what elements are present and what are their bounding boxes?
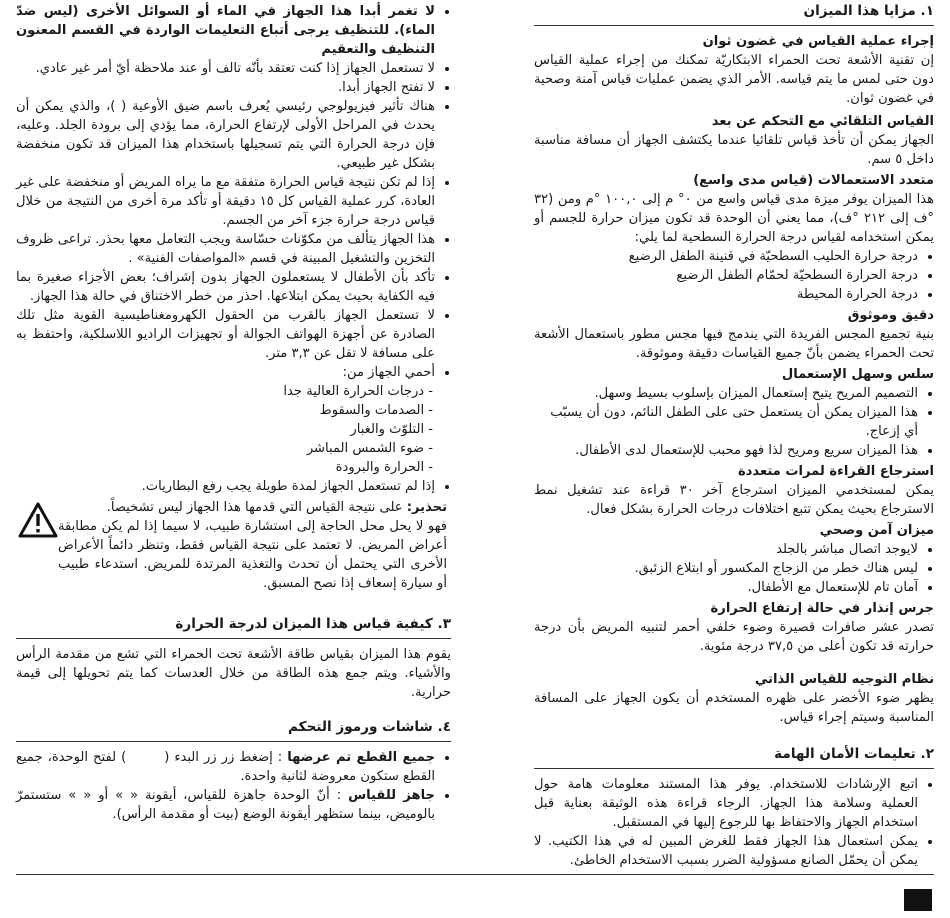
list-item: • آمان تام للإستعمال مع الأطفال.: [534, 578, 918, 597]
warning-line-2: فهو لا يحل محل الحاجة إلى استشارة طبيب، لا سيما إذا لم يكن مطابقة أعراض المريض. لا تعتمد على نتيجة القياس فقط، وتنظر دائماً الأعراض الأخرى التي يحتمل أن تحدث والتغذية المرتدة للمريض. استدعاء طبيب أو سيارة إسعاف إذا نصح المسبق.: [58, 519, 447, 591]
list-item: • لايوجد اتصال مباشر بالجلد: [534, 540, 918, 559]
left-column: [16, 2, 451, 824]
heading-auto: القياس التلقائي مع التحكم عن بعد: [711, 114, 934, 129]
warning-label: تحذير:: [406, 500, 447, 515]
heading-precise: دقيق وموثوق: [847, 308, 934, 323]
list-item: - ضوء الشمس المباشر: [16, 439, 433, 458]
list-item: • لا تفتح الجهاز أبدا.: [16, 78, 435, 97]
battery-list: [16, 477, 451, 496]
section-4-title: ٤. شاشات ورموز التحكم: [16, 718, 451, 742]
list-item: - درجات الحرارة العالية جدا: [16, 382, 433, 401]
display-text-a: : إضغط زر زر البدء (: [164, 750, 283, 765]
list-item: • التصميم المريح يتيح إستعمال الميزان بإسلوب بسيط وسهل.: [534, 384, 918, 403]
list-item: • درجة الحرارة السطحيّة لحمّام الطفل الرضيع: [534, 266, 918, 285]
heading-safe: ميزان آمن وصحي: [819, 523, 934, 538]
list-item: • هناك تأثير فيزيولوجي رئيسي يُعرف باسم ضيق الأوعية ( )، والذي يمكن أن يحدث في المراحل الأولى لإرتفاع الحرارة، مما يؤدي إلى برودة الجلد. وعليه، فإن درجة الحرارة التي يتم تسجيلها باستخدام هذا الميزان قد تكون منخفضة بشكل غير طبيعي.: [16, 97, 435, 173]
display-list: [16, 748, 451, 824]
display-label-all-segments: جميع القطع تم عرضها: [287, 750, 436, 765]
list-item: • أحمي الجهاز من:: [16, 363, 435, 382]
list-item: • لا تستعمل الجهاز بالقرب من الحقول الكهرومغناطيسية القوية مثل تلك الصادرة عن أجهزة الهواتف الجوالة أو تجهيزات الراديو اللاسلكية، واحتفظ به على مسافة لا تقل عن ٣,٣ متر.: [16, 306, 435, 363]
list-item: • هذا الجهاز يتألف من مكوّنات حسّاسة ويجب التعامل معها بحذر. تراعى ظروف التخزين والتشغيل المبينة في قسم «المواصفات الفنية» .: [16, 230, 435, 268]
list-item: • درجة حرارة الحليب السطحيّة في قنينة الطفل الرضيع: [534, 247, 918, 266]
warning-line-1: على نتيجة القياس التي قدمها هذا الجهاز ليس تشخيصاً.: [106, 500, 403, 515]
warning-icon: [16, 498, 58, 544]
section-3-title: ٣. كيفية قياس هذا الميزان لدرجة الحرارة: [16, 615, 451, 639]
warning-block: [16, 498, 451, 593]
list-item: • لا تغمر أبدا هذا الجهاز في الماء أو السوائل الأخرى (ليس ضدّ الماء). للتنظيف يرجى أتباع التعليمات الواردة في القسم المعنون التنظيف والتعقيم: [16, 2, 435, 59]
list-item: • اتبع الإرشادات للاستخدام. يوفر هذا المستند معلومات هامة حول العملية وسلامة هذا الجهاز. الرجاء قراءة هذه الوثيقة بعناية قبل استخدام الجهاز والاحتفاظ بها للرجوع إليها في المستقبل.: [534, 775, 918, 832]
display-text-ready: : أنّ الوحدة جاهزة للقياس، أيقونة « » أو « » ستستمرّ بالوميض، بينما ستظهر أيقونة الوضع (بيت أو مقدمة الرأس).: [16, 788, 435, 822]
warning-text: [58, 498, 451, 593]
list-item: • إذا لم تكن نتيجة قياس الحرارة متفقة مع ما يراه المريض أو منخفضة على غير العادة، كرر عملية القياس كل ١٥ دقيقة أو تأكد مرة أخرى من النتيجة من خلال قياس درجة حرارة جزء آخر من الجسم.: [16, 173, 435, 230]
list-item: • درجة الحرارة المحيطة: [534, 285, 918, 304]
para-guide: يظهر ضوء الأخضر على ظهره المستخدم أن يكون الجهاز على المسافة المناسبة وسيتم إجراء قياس.: [534, 691, 934, 725]
list-item: - الصدمات والسقوط: [16, 401, 433, 420]
page-marker: [904, 889, 932, 911]
heading-easy: سلس وسهل الإستعمال: [781, 367, 934, 382]
list-item: • تأكد بأن الأطفال لا يستعملون الجهاز بدون إشراف؛ بعض الأجزاء صغيرة بما فيه الكفاية بحيث يمكن ابتلاعها. احذر من خطر الاختناق في حالة هذا الجهاز.: [16, 268, 435, 306]
heading-fast: إجراء عملية القياس في غضون ثوان: [702, 34, 934, 49]
right-column: [534, 2, 934, 870]
safe-list: [534, 540, 934, 597]
heading-recall: استرجاع القراءة لمرات متعددة: [737, 464, 934, 479]
section-1-title: ١. مزايا هذا الميزان: [534, 2, 934, 26]
section-2-title: ٢. تعليمات الأمان الهامة: [534, 745, 934, 769]
para-auto: الجهاز يمكن أن تأخذ قياس تلقائيا عندما يكتشف الجهاز أن مسافة مناسبة داخل ٥ سم.: [534, 133, 934, 167]
list-item: • لا تستعمل الجهاز إذا كنت تعتقد بأنّه تالف أو عند ملاحظة أيّ أمر غير عادي.: [16, 59, 435, 78]
multi-list: [534, 247, 934, 304]
display-text-b: ) لفتح الوحدة، جميع القطع ستكون معروضة لثانية واحدة.: [16, 750, 435, 784]
list-item: [16, 786, 435, 824]
list-item: • يمكن استعمال هذا الجهاز فقط للغرض المبين له في هذا الكتيب. لا يمكن أن يحمّل الصانع مسؤولية الضرر بسبب الاستخدام الخاطئ.: [534, 832, 918, 870]
list-item: • إذا لم تستعمل الجهاز لمدة طويلة يجب رفع البطاريات.: [16, 477, 435, 496]
para-how-it-works: يقوم هذا الميزان بقياس طاقة الأشعة تحت الحمراء التي تشع من مقدمة الرأس والأشياء. ويتم جمع هذه الطاقة من خلال العدسات كما يتم تحويلها إلى قيمة حرارية.: [16, 647, 451, 700]
para-fast: إن تقنية الأشعة تحت الحمراء الابتكاريّة تمكنك من إجراء عملية القياس دون حتى لمس ما يتم قياسه. الأمر الذي يضمن عمليات قياس آمنة وصحية في غضون ثوان.: [534, 53, 934, 106]
easy-list: [534, 384, 934, 460]
heading-multi: متعدد الاستعمالات (قياس مدى واسع): [693, 173, 934, 188]
para-multi: هذا الميزان يوفر ميزة مدى قياس واسع من ٠° م إلى ١٠٠,٠ °م ومن (٣٢ °ف إلى ٢١٢ °ف)، مما يعني أن الوحدة قد تكون ميزان حرارة للجسم أو يمكن استخدامه لقياس درجة الحرارة السطحية لما يلي:: [534, 192, 935, 245]
para-recall: يمكن لمستخدمي الميزان استرجاع آخر ٣٠ قراءة عند تشغيل نمط الاسترجاع بحيث يمكن تتبع اختلافات درجات الحرارة بشكل فعال.: [534, 483, 935, 517]
safety-list: [534, 775, 934, 870]
para-precise: بنية تجميع المجس الفريدة التي يندمج فيها مجس مطور باستعمال الأشعة تحت الحمراء يضمن بأنّ جميع القياسات دقيقة وموثوقة.: [534, 327, 934, 361]
list-item: - الحرارة والبرودة: [16, 458, 433, 477]
footer-divider: [16, 874, 934, 875]
heading-alarm: جرس إنذار في حالة إرتفاع الحرارة: [710, 601, 934, 616]
safety-continued-list: [16, 2, 451, 382]
list-item: • ليس هناك خطر من الزجاج المكسور أو ابتلاع الزئبق.: [534, 559, 918, 578]
list-item: • هذا الميزان يمكن أن يستعمل حتى على الطفل النائم، دون أن يسبّب أي إزعاج.: [534, 403, 918, 441]
list-item: [16, 748, 435, 786]
list-item: - التلوّث والغبار: [16, 420, 433, 439]
heading-guide: نظام التوجيه للقياس الذاتي: [754, 672, 934, 687]
protect-list: [16, 382, 451, 477]
display-label-ready: جاهز للقياس: [348, 788, 435, 803]
list-item: • هذا الميزان سريع ومريح لذا فهو محبب للإستعمال لدى الأطفال.: [534, 441, 918, 460]
para-alarm: تصدر عشر صافرات قصيرة وضوء خلفي أحمر لتنبيه المريض بأن درجة حرارته قد تكون أعلى من ٣٧,٥ درجة مئوية.: [534, 620, 934, 654]
